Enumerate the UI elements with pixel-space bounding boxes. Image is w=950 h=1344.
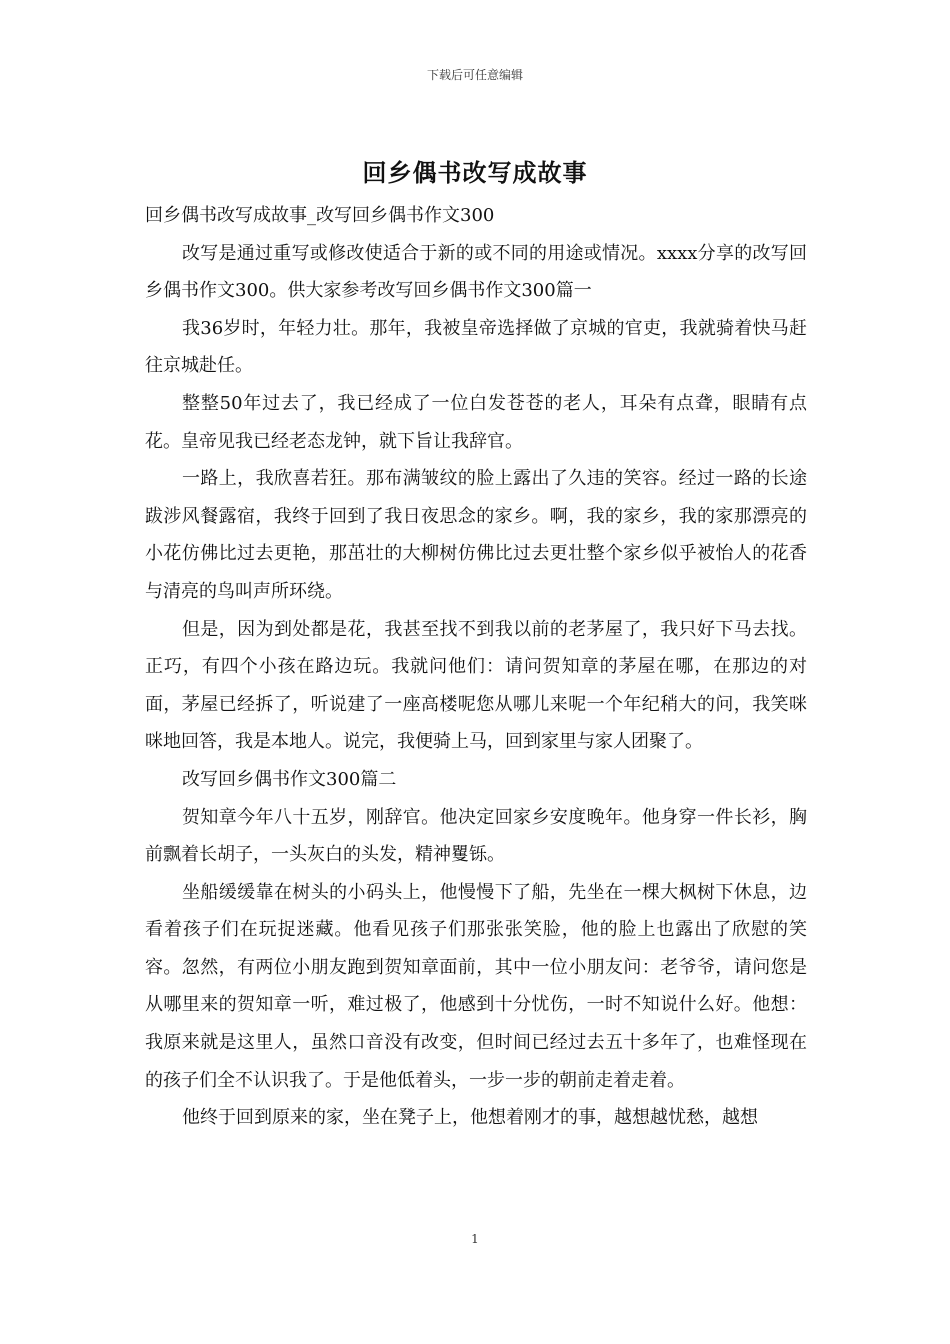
paragraph: 一路上，我欣喜若狂。那布满皱纹的脸上露出了久违的笑容。经过一路的长途跋涉风餐露宿，我终于回到了我日夜思念的家乡。啊，我的家乡，我的家那漂亮的小花仿佛比过去更艳，那茁壮的大柳树仿佛比过去更壮整个家乡似乎被怡人的花香与清亮的鸟叫声所环绕。 — [145, 468, 807, 602]
page-number: 1 — [471, 1232, 479, 1246]
paragraph: 改写是通过重写或修改使适合于新的或不同的用途或情况。xxxx分享的改写回乡偶书作文300。供大家参考改写回乡偶书作文300篇一 — [145, 242, 807, 302]
paragraph: 但是，因为到处都是花，我甚至找不到我以前的老茅屋了，我只好下马去找。正巧，有四个小孩在路边玩。我就问他们：请问贺知章的茅屋在哪，在那边的对面，茅屋已经拆了，听说建了一座高楼呢您从哪儿来呢一个年纪稍大的问，我笑咪咪地回答，我是本地人。说完，我便骑上马，回到家里与家人团聚了。 — [145, 618, 807, 753]
section-heading: 改写回乡偶书作文300篇二 — [182, 768, 397, 790]
paragraph: 贺知章今年八十五岁，刚辞官。他决定回家乡安度晚年。他身穿一件长衫，胸前飘着长胡子，一头灰白的头发，精神矍铄。 — [145, 806, 807, 866]
paragraph: 坐船缓缓靠在树头的小码头上，他慢慢下了船，先坐在一棵大枫树下休息，边看着孩子们在玩捉迷藏。他看见孩子们那张张笑脸，他的脸上也露出了欣慰的笑容。忽然，有两位小朋友跑到贺知章面前，其中一位小朋友问：老爷爷，请问您是从哪里来的贺知章一听，难过极了，他感到十分忧伤，一时不知说什么好。他想：我原来就是这里人，虽然口音没有改变，但时间已经过去五十多年了，也难怪现在的孩子们全不认识我了。于是他低着头，一步一步的朝前走着走着。 — [145, 881, 807, 1091]
document-title: 回乡偶书改写成故事 — [362, 158, 588, 187]
document-body — [145, 197, 807, 1137]
paragraph: 他终于回到原来的家，坐在凳子上，他想着刚才的事，越想越忧愁，越想 — [182, 1107, 758, 1129]
subtitle-line: 回乡偶书改写成故事_改写回乡偶书作文300 — [145, 205, 495, 226]
header-note: 下载后可任意编辑 — [426, 68, 523, 82]
paragraph: 整整50年过去了，我已经成了一位白发苍苍的老人，耳朵有点聋，眼睛有点花。皇帝见我已经老态龙钟，就下旨让我辞官。 — [145, 392, 807, 452]
paragraph: 我36岁时，年轻力壮。那年，我被皇帝选择做了京城的官吏，我就骑着快马赶往京城赴任。 — [145, 317, 807, 377]
